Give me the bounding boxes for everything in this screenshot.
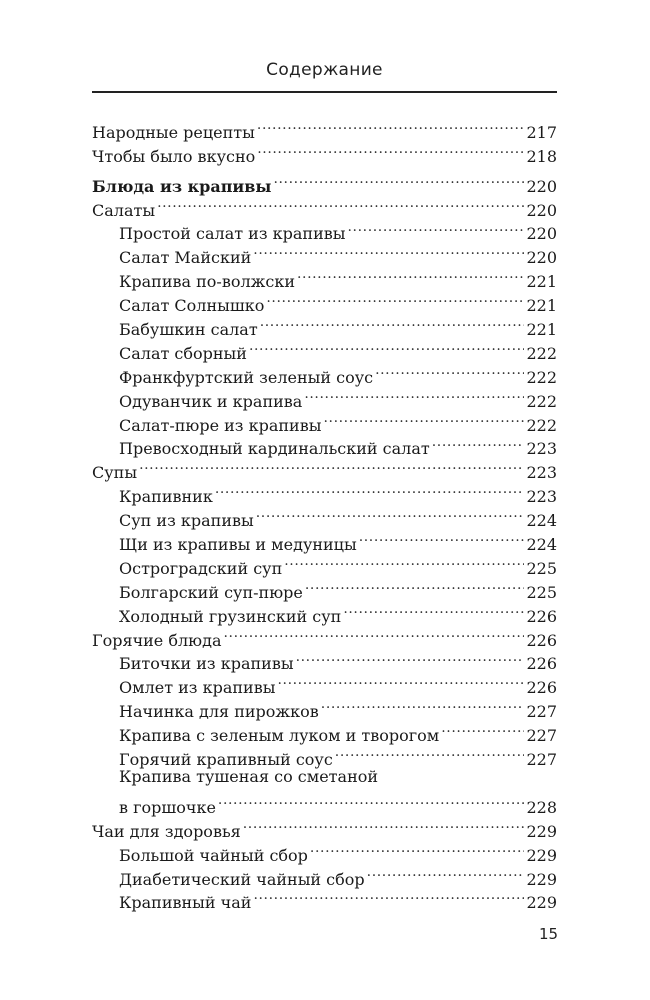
toc-entry-label-continued: в горшочке (119, 797, 216, 817)
toc-entry-label: Салат Солнышко (119, 296, 265, 316)
toc-entry-label: Крапива тушеная со сметаной (119, 767, 379, 787)
toc-entry-page: 222 (526, 391, 557, 411)
toc-entry-label: Одуванчик и крапива (119, 391, 303, 411)
dot-leader (304, 383, 524, 407)
toc-entry-page: 223 (526, 463, 557, 483)
toc-entry-label: Простой салат из крапивы (119, 224, 346, 244)
toc-entry-label: Крапива по-волжски (119, 272, 295, 292)
toc-entry-page: 224 (526, 511, 557, 531)
dot-leader (367, 861, 525, 885)
toc-entry-label: Большой чайный сбор (119, 845, 308, 865)
dot-leader (284, 550, 524, 574)
toc-entry-label: Холодный грузинский суп (119, 606, 342, 626)
toc-entry-label: Салат сборный (119, 343, 247, 363)
toc-entry-label: Остроградский суп (119, 558, 283, 578)
toc-entry-page: 222 (526, 343, 557, 363)
toc-entry-page: 222 (526, 415, 557, 435)
dot-leader (273, 168, 524, 192)
toc-entry-page: 220 (526, 224, 557, 244)
dot-leader (157, 192, 524, 216)
toc-entry-page: 217 (526, 122, 557, 142)
dot-leader (375, 359, 524, 383)
dot-leader (139, 454, 524, 478)
dot-leader (296, 646, 525, 670)
dot-leader (218, 789, 525, 813)
toc-chapter-label: Блюда из крапивы (92, 176, 272, 196)
dot-leader (441, 717, 524, 741)
toc-section[interactable] (92, 192, 557, 220)
toc-entry-page: 229 (526, 893, 557, 913)
toc-entry-page: 226 (526, 606, 557, 626)
dot-leader (323, 407, 524, 431)
toc-entry[interactable] (92, 216, 557, 244)
toc-entry-page: 226 (526, 678, 557, 698)
toc-entry-label: Крапива с зеленым луком и творогом (119, 726, 440, 746)
toc-chapter[interactable] (92, 168, 557, 196)
toc-entry-label: Биточки из крапивы (119, 654, 294, 674)
toc-entry-page: 223 (526, 487, 557, 507)
toc-entry-page: 227 (526, 750, 557, 770)
toc-entry-page: 222 (526, 367, 557, 387)
toc-entry[interactable] (92, 114, 557, 142)
toc-entry[interactable] (92, 478, 557, 507)
dot-leader (253, 885, 524, 909)
dot-leader (321, 693, 525, 717)
dot-leader (253, 239, 524, 263)
toc-section-label: Горячие блюда (92, 630, 222, 650)
toc-section-label: Салаты (92, 200, 156, 220)
dot-leader (432, 431, 525, 455)
running-header: Содержание (266, 60, 383, 80)
toc-entry-label: Салат-пюре из крапивы (119, 415, 322, 435)
toc-entry-page: 223 (526, 439, 557, 459)
toc-section-label: Супы (92, 463, 138, 483)
toc-entry-page: 227 (526, 702, 557, 722)
toc-entry-label: Суп из крапивы (119, 511, 254, 531)
toc-entry-page: 225 (526, 558, 557, 578)
dot-leader (297, 263, 524, 287)
toc-entry-label: Начинка для пирожков (119, 702, 319, 722)
page-number: 15 (539, 925, 559, 943)
dot-leader (256, 502, 525, 526)
dot-leader (343, 598, 524, 622)
toc-entry-label: Омлет из крапивы (119, 678, 276, 698)
toc-entry-label: Франкфуртский зеленый соус (119, 367, 374, 387)
toc-entry-label: Чтобы было вкусно (92, 146, 256, 166)
toc-entry-label: Превосходный кардинальский салат (119, 439, 430, 459)
dot-leader (305, 574, 525, 598)
toc-entry-page: 226 (526, 630, 557, 650)
toc-section-label: Чаи для здоровья (92, 821, 241, 841)
toc-section[interactable] (92, 454, 557, 483)
dot-leader (260, 311, 525, 335)
toc-entry-page: 226 (526, 654, 557, 674)
dot-leader (359, 526, 525, 550)
dot-leader (249, 335, 525, 359)
toc-entry-page: 221 (526, 272, 557, 292)
dot-leader (335, 741, 525, 765)
dot-leader (223, 622, 524, 646)
toc-entry-page: 218 (526, 146, 557, 166)
dot-leader (257, 114, 525, 138)
toc-entry-label: Крапивный чай (119, 893, 252, 913)
dot-leader (310, 837, 525, 861)
toc-entry-multiline[interactable] (92, 765, 557, 817)
toc-entry-page: 227 (526, 726, 557, 746)
toc-entry-page: 224 (526, 535, 557, 555)
toc-entry-page: 225 (526, 582, 557, 602)
header-rule (92, 91, 557, 93)
toc-entry-page: 220 (526, 176, 557, 196)
toc-entry-page: 221 (526, 320, 557, 340)
toc-entry-label: Диабетический чайный сбор (119, 869, 365, 889)
toc-entry-page: 220 (526, 200, 557, 220)
toc-entry-page: 229 (526, 845, 557, 865)
toc-entry-label: Крапивник (119, 487, 213, 507)
dot-leader (215, 478, 525, 502)
toc-entry-label: Болгарский суп-пюре (119, 582, 303, 602)
dot-leader (277, 669, 524, 693)
table-of-contents (92, 114, 557, 913)
toc-entry-page: 220 (526, 248, 557, 268)
dot-leader (348, 216, 525, 240)
dot-leader (243, 813, 525, 837)
toc-entry-page: 229 (526, 821, 557, 841)
toc-entry-page: 229 (526, 869, 557, 889)
toc-entry-label: Щи из крапивы и медуницы (119, 535, 357, 555)
toc-entry-page: 221 (526, 296, 557, 316)
toc-entry-label: Бабушкин салат (119, 320, 258, 340)
toc-entry-label: Народные рецепты (92, 122, 255, 142)
dot-leader (266, 287, 524, 311)
toc-entry-label: Салат Майский (119, 248, 252, 268)
dot-leader (257, 138, 524, 162)
toc-entry-label: Горячий крапивный соус (119, 750, 333, 770)
toc-entry-page: 228 (526, 797, 557, 817)
